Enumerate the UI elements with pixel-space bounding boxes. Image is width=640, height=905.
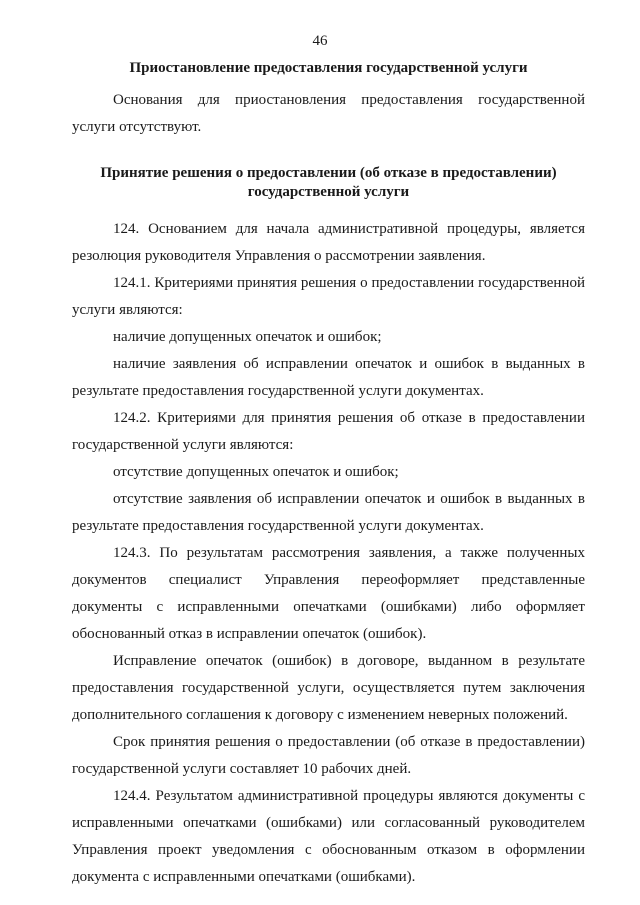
section-body-suspension xyxy=(72,87,585,141)
paragraph: 124.2. Критериями для принятия решения об отказе в предоставлении государственной услуги являются: xyxy=(72,410,585,453)
paragraph: 124.3. По результатам рассмотрения заявления, а также полученных документов специалист Управления переоформляет представленные документы с исправленными опечатками (ошибками) либо оформляет обоснованный отказ в исправлении опечаток (ошибок). xyxy=(72,545,585,642)
paragraph: 124.4. Результатом административной процедуры являются документы с исправленными опечатками (ошибками) или согласованный руководителем Управления проект уведомления с обоснованным отказом в оформлении документа с исправленными опечатками (ошибками). xyxy=(72,788,585,885)
paragraph: наличие допущенных опечаток и ошибок; xyxy=(113,329,382,345)
paragraph: 124.1. Критериями принятия решения о предоставлении государственной услуги являются: xyxy=(72,275,585,318)
paragraph: 124. Основанием для начала административной процедуры, является резолюция руководителя Управления о рассмотрении заявления. xyxy=(72,221,585,264)
paragraph: отсутствие заявления об исправлении опечаток и ошибок в выданных в результате предоставления государственной услуги документах. xyxy=(72,491,585,534)
paragraph: наличие заявления об исправлении опечаток и ошибок в выданных в результате предоставления государственной услуги документах. xyxy=(72,356,585,399)
section-title-suspension: Приостановление предоставления государственной услуги xyxy=(129,60,528,76)
paragraph: Срок принятия решения о предоставлении (об отказе в предоставлении) государственной услуги составляет 10 рабочих дней. xyxy=(72,734,585,777)
section-title-line: государственной услуги xyxy=(247,184,410,200)
paragraph: Исправление опечаток (ошибок) в договоре, выданном в результате предоставления государственной услуги, осуществляется путем заключения дополнительного соглашения к договору с изменением неверных положений. xyxy=(72,653,585,723)
page-number: 46 xyxy=(312,33,328,49)
section-title-decision xyxy=(72,164,585,202)
paragraph: отсутствие допущенных опечаток и ошибок; xyxy=(113,464,399,480)
paragraph: Основания для приостановления предоставления государственной услуги отсутствуют. xyxy=(72,92,585,135)
section-body-decision xyxy=(72,216,585,891)
section-title-line: Принятие решения о предоставлении (об отказе в предоставлении) xyxy=(100,165,557,181)
